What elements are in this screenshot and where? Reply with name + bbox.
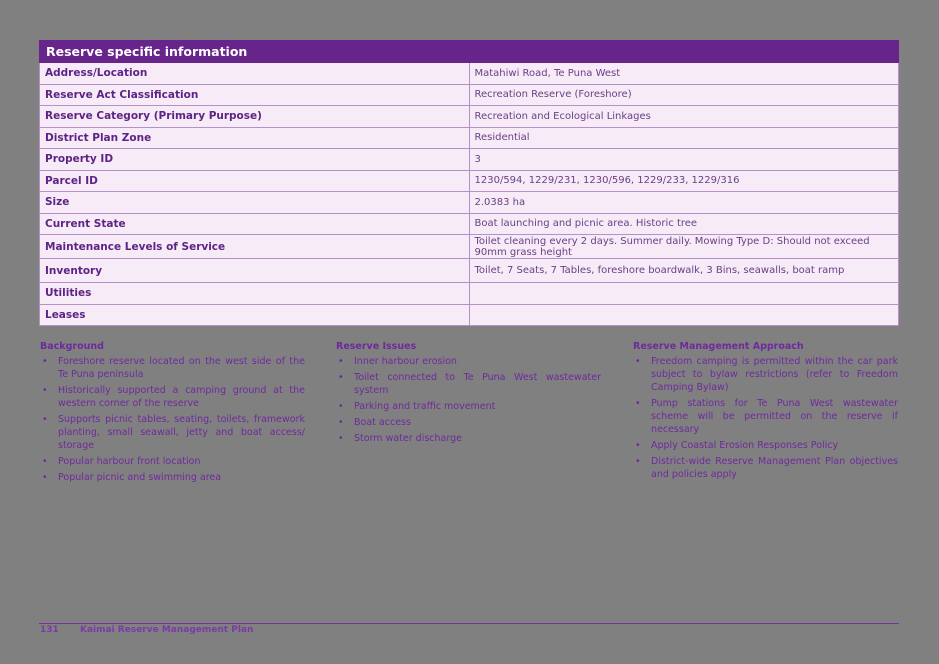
row-label: Reserve Act Classification <box>40 84 470 106</box>
list-item: • Storm water discharge <box>338 433 462 444</box>
row-label: Parcel ID <box>40 170 470 192</box>
table-title: Reserve specific information <box>40 41 899 63</box>
row-value: Boat launching and picnic area. Historic tree <box>469 213 899 235</box>
bullet-icon: • <box>635 440 641 451</box>
row-value: Toilet, 7 Seats, 7 Tables, foreshore boardwalk, 3 Bins, seawalls, boat ramp <box>469 259 899 283</box>
bullet-icon: • <box>635 398 641 409</box>
table-row <box>40 149 899 171</box>
table-row <box>40 192 899 214</box>
row-value <box>469 283 899 305</box>
list-item: • Freedom camping is permitted within the car park subject to bylaw restrictions (refer to Freedom Camping Bylaw) <box>635 356 898 393</box>
bullet-icon: • <box>338 433 344 444</box>
bullet-icon: • <box>338 417 344 428</box>
table-row <box>40 259 899 283</box>
footer-divider <box>39 623 899 624</box>
reserve-info-table <box>39 40 899 326</box>
row-value: Recreation and Ecological Linkages <box>469 106 899 128</box>
bullet-icon: • <box>42 414 48 425</box>
list-item: • Parking and traffic movement <box>338 401 496 412</box>
row-value <box>469 304 899 326</box>
bullet-icon: • <box>42 385 48 396</box>
row-label: Reserve Category (Primary Purpose) <box>40 106 470 128</box>
bullet-list <box>336 355 601 445</box>
list-item: • Supports picnic tables, seating, toilets, framework planting, small seawall, jetty and boat access/ storage <box>42 414 305 451</box>
list-item: • Inner harbour erosion <box>338 356 457 367</box>
list-item: • Pump stations for Te Puna West wastewater scheme will be permitted on the reserve if necessary <box>635 398 898 435</box>
page-number: 131 <box>40 625 59 635</box>
row-label: Leases <box>40 304 470 326</box>
list-item: • Toilet connected to Te Puna West wastewater system <box>338 372 601 396</box>
row-label: Inventory <box>40 259 470 283</box>
table-row <box>40 213 899 235</box>
table-row <box>40 235 899 259</box>
bullet-icon: • <box>338 401 344 412</box>
row-value: Recreation Reserve (Foreshore) <box>469 84 899 106</box>
bullet-list <box>40 355 305 484</box>
bullet-icon: • <box>42 456 48 467</box>
list-item: • Historically supported a camping ground at the western corner of the reserve <box>42 385 305 409</box>
row-label: Property ID <box>40 149 470 171</box>
row-label: Address/Location <box>40 63 470 85</box>
section-heading: Reserve Management Approach <box>633 341 804 352</box>
table-row <box>40 106 899 128</box>
background-section <box>40 340 305 487</box>
table-row <box>40 283 899 305</box>
row-label: District Plan Zone <box>40 127 470 149</box>
row-label: Current State <box>40 213 470 235</box>
document-title: Kaimai Reserve Management Plan <box>80 625 254 635</box>
table-row <box>40 170 899 192</box>
section-heading: Reserve Issues <box>336 341 417 352</box>
row-value: Matahiwi Road, Te Puna West <box>469 63 899 85</box>
bullet-icon: • <box>635 356 641 367</box>
row-label: Size <box>40 192 470 214</box>
bullet-list <box>633 355 898 481</box>
list-item: • Popular harbour front location <box>42 456 201 467</box>
bullet-icon: • <box>635 456 641 467</box>
issues-section <box>336 340 601 448</box>
bullet-icon: • <box>338 356 344 367</box>
table-row <box>40 304 899 326</box>
row-label: Maintenance Levels of Service <box>40 235 470 259</box>
section-heading: Background <box>40 341 104 352</box>
list-item: • Foreshore reserve located on the west side of the Te Puna peninsula <box>42 356 305 380</box>
bullet-icon: • <box>338 372 344 383</box>
bullet-icon: • <box>42 472 48 483</box>
row-value: 1230/594, 1229/231, 1230/596, 1229/233, 1229/316 <box>469 170 899 192</box>
row-value: 3 <box>469 149 899 171</box>
table-row <box>40 63 899 85</box>
table-row <box>40 127 899 149</box>
row-label: Utilities <box>40 283 470 305</box>
list-item: • Popular picnic and swimming area <box>42 472 222 483</box>
table-row <box>40 84 899 106</box>
bullet-icon: • <box>42 356 48 367</box>
list-item: • Apply Coastal Erosion Responses Policy <box>635 440 839 451</box>
row-value: Toilet cleaning every 2 days. Summer daily. Mowing Type D: Should not exceed 90mm grass height <box>469 235 899 259</box>
row-value: 2.0383 ha <box>469 192 899 214</box>
row-value: Residential <box>469 127 899 149</box>
list-item: • District-wide Reserve Management Plan objectives and policies apply <box>635 456 898 480</box>
list-item: • Boat access <box>338 417 411 428</box>
management-approach-section <box>633 340 898 484</box>
